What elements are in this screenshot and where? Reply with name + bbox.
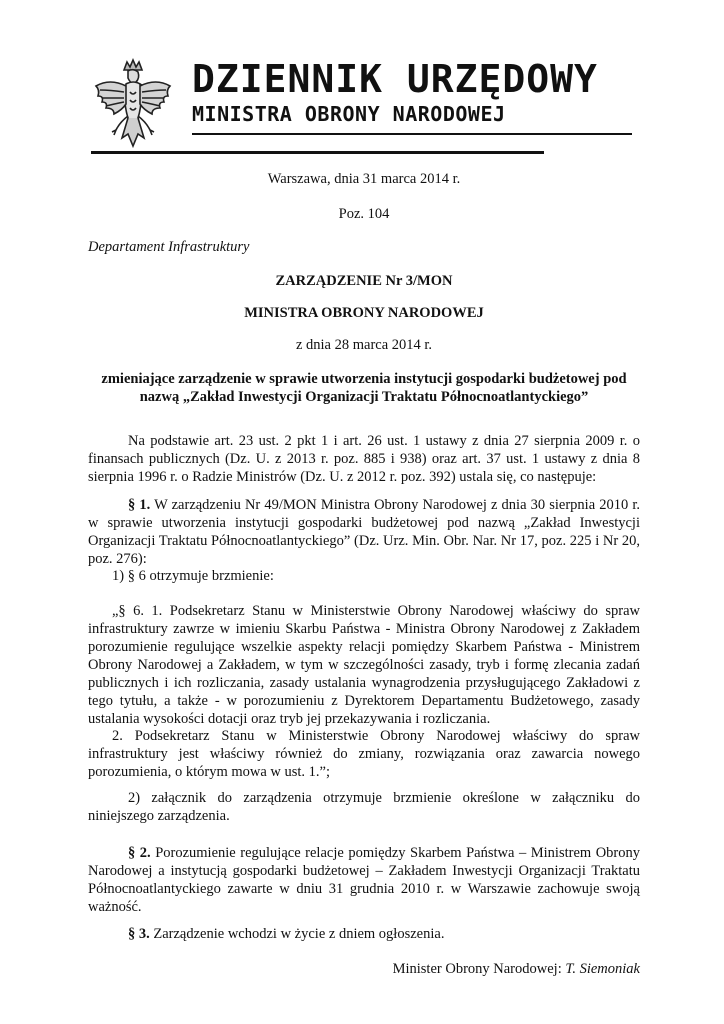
signature-name: T. Siemoniak <box>565 961 640 977</box>
section-1-mark: § 1. <box>128 497 151 513</box>
section-3-mark: § 3. <box>128 926 150 942</box>
journal-subtitle: MINISTRA OBRONY NARODOWEJ <box>192 102 506 126</box>
header-underline <box>91 151 544 154</box>
document-subject: zmieniające zarządzenie w sprawie utworzenia instytucji gospodarki budżetowej pod nazwą „Zakład Inwestycji Organizacji Traktatu Północnoatlantyckiego” <box>101 371 627 405</box>
item-2: 2) załącznik do zarządzenia otrzymuje brzmienie określone w załączniku do niniejszego zarządzenia. <box>88 790 640 824</box>
section-2-text: Porozumienie regulujące relacje pomiędzy Skarbem Państwa – Ministrem Obrony Narodowej a instytucją gospodarki budżetowej – Zakładem Inwestycji Organizacji Traktatu Północnoatlantyckiego zawarte w dniu 31 grudnia 2010 r. w Warszawie zachowuje swoją ważność. <box>88 845 640 915</box>
section-2 <box>88 844 640 916</box>
section-1-text: W zarządzeniu Nr 49/MON Ministra Obrony Narodowej z dnia 30 sierpnia 2010 r. w sprawie utworzenia instytucji gospodarki budżetowej pod nazwą „Zakład Inwestycji Organizacji Traktatu Północnoatlantyckiego” (Dz. Urz. Min. Obr. Nar. Nr 17, poz. 225 i Nr 20, poz. 276): <box>88 497 641 567</box>
issuer: MINISTRA OBRONY NARODOWEJ <box>244 305 484 321</box>
journal-title: DZIENNIK URZĘDOWY <box>192 57 598 101</box>
section-2-mark: § 2. <box>128 845 151 861</box>
section-3-text: Zarządzenie wchodzi w życie z dniem ogłoszenia. <box>149 926 445 942</box>
document-date: z dnia 28 marca 2014 r. <box>295 337 433 353</box>
preamble: Na podstawie art. 23 ust. 2 pkt 1 i art. 26 ust. 1 ustawy z dnia 27 sierpnia 2009 r. o finansach publicznych (Dz. U. z 2013 r. poz. 885 i 938) oraz art. 37 ust. 1 ustawy z dnia 8 sierpnia 1996 r. o Radzie Ministrów (Dz. U. z 2012 r. poz. 392) ustala się, co następuje: <box>88 433 640 485</box>
department: Departament Infrastruktury <box>88 239 250 255</box>
quote-paragraph-1: „§ 6. 1. Podsekretarz Stanu w Ministerstwie Obrony Narodowej właściwy do spraw infrastruktury zawrze w imieniu Skarbu Państwa - Ministra Obrony Narodowej z Zakładem porozumienie regulujące wszelkie aspekty relacji pomiędzy Skarbem Państwa - Ministrem Obrony Narodowej a Zakładem, w tym w szczególności zasady, tryb i formę zlecania zadań publicznych i ich rozliczania, zasady ustalania wynagrodzenia przysługującego Zakładowi z tego tytułu, a także - w porozumieniu z Dyrektorem Departamentu Budżetowego, zasady ustalania wysokości dotacji oraz tryb jej przekazywania i rozliczania. <box>88 603 640 727</box>
place-date: Warszawa, dnia 31 marca 2014 r. <box>267 171 461 187</box>
quote-paragraph-2: 2. Podsekretarz Stanu w Ministerstwie Obrony Narodowej właściwy do spraw infrastruktury jest właściwy również do zmiany, rozwiązania oraz zawarcia nowego porozumienia, o którym mowa w ust. 1.”; <box>88 728 640 780</box>
item-1: 1) § 6 otrzymuje brzmienie: <box>112 568 274 584</box>
signature <box>88 960 640 978</box>
signature-label: Minister Obrony Narodowej: <box>392 961 566 977</box>
document-type: ZARZĄDZENIE Nr 3/MON <box>275 273 453 289</box>
masthead <box>88 50 640 168</box>
section-3 <box>88 925 640 943</box>
header-divider <box>192 133 632 135</box>
eagle-emblem-icon <box>90 56 176 156</box>
section-1 <box>88 496 640 568</box>
position-number: Poz. 104 <box>338 206 390 222</box>
